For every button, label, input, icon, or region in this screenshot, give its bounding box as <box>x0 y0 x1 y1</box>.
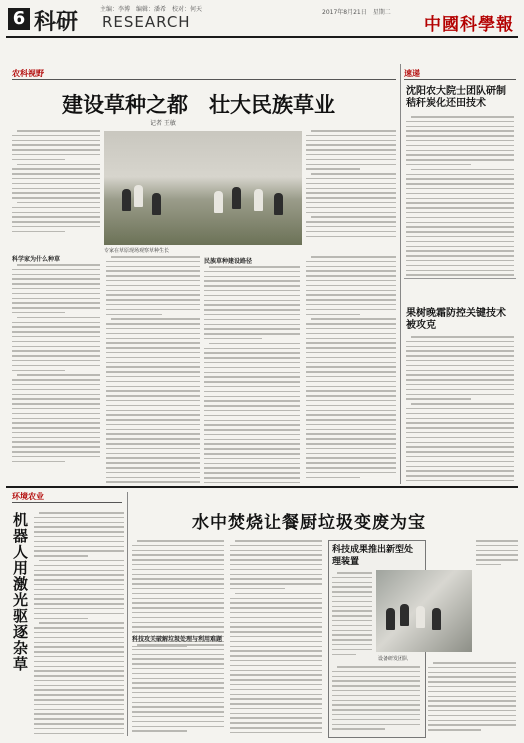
main-text-col1 <box>12 130 100 250</box>
lower-text-col1b <box>132 644 224 736</box>
right-story1-text <box>406 116 514 276</box>
main-photo <box>104 131 302 245</box>
right-story2-title: 果树晚霜防控关键技术被攻克 <box>406 308 506 331</box>
lower-subhead: 科技攻关破解垃圾处理与利用难题 <box>132 636 223 643</box>
main-subhead-1: 科学家为什么种草 <box>12 256 61 263</box>
main-text-col3 <box>306 130 396 250</box>
section-title-en: RESEARCH <box>102 13 191 31</box>
main-text-col4 <box>306 256 396 484</box>
lower-box-text-b <box>332 666 420 734</box>
page-number: 6 <box>8 8 30 30</box>
right-story1-title: 沈阳农大院士团队研制秸秆炭化还田技术 <box>406 86 506 109</box>
header-rule <box>6 36 518 38</box>
lower-photo <box>376 570 472 652</box>
main-subhead-2: 民族草种建设路径 <box>204 258 253 265</box>
issue-date: 2017年8月21日 星期二 <box>322 9 391 16</box>
lower-text-col2 <box>230 540 322 736</box>
right-kicker-rule <box>404 79 516 80</box>
editor-meta: 主编：李博 编辑：潘希 校对：何天 <box>100 6 203 13</box>
lower-left-kicker: 环境农业 <box>12 492 44 501</box>
lower-left-vertical-title: 机器人用激光驱逐杂草 <box>11 512 29 672</box>
section-title-cn: 科研 <box>34 9 79 35</box>
right-story2-text <box>406 336 514 484</box>
lower-left-text <box>34 512 124 736</box>
main-photo-caption: 专家在草原现场观察草种生长 <box>104 248 170 254</box>
lower-text-col4 <box>428 662 516 736</box>
lower-box-text <box>332 572 372 662</box>
main-kicker: 农科视野 <box>12 69 44 78</box>
lower-left-kicker-rule <box>12 502 122 503</box>
main-byline: 记者 王敏 <box>150 120 176 127</box>
lower-photo-caption: 设备研发团队 <box>378 656 409 662</box>
lower-text-col4-top <box>476 540 518 568</box>
main-headline: 建设草种之都 壮大民族草业 <box>62 92 335 117</box>
right-column-divider <box>400 64 401 484</box>
main-text-col2 <box>106 256 200 484</box>
right-story-divider <box>404 278 516 279</box>
main-text-col1b <box>12 264 100 484</box>
lower-box-title: 科技成果推出新型处理装置 <box>332 545 414 567</box>
lower-headline: 水中焚烧让餐厨垃圾变废为宝 <box>192 513 426 533</box>
right-kicker: 速递 <box>404 69 420 78</box>
masthead-logo: 中國科學報 <box>424 15 514 35</box>
section-rule <box>6 486 518 488</box>
lower-column-divider <box>127 492 128 736</box>
main-text-col3b <box>204 266 300 484</box>
main-kicker-rule <box>12 79 396 80</box>
